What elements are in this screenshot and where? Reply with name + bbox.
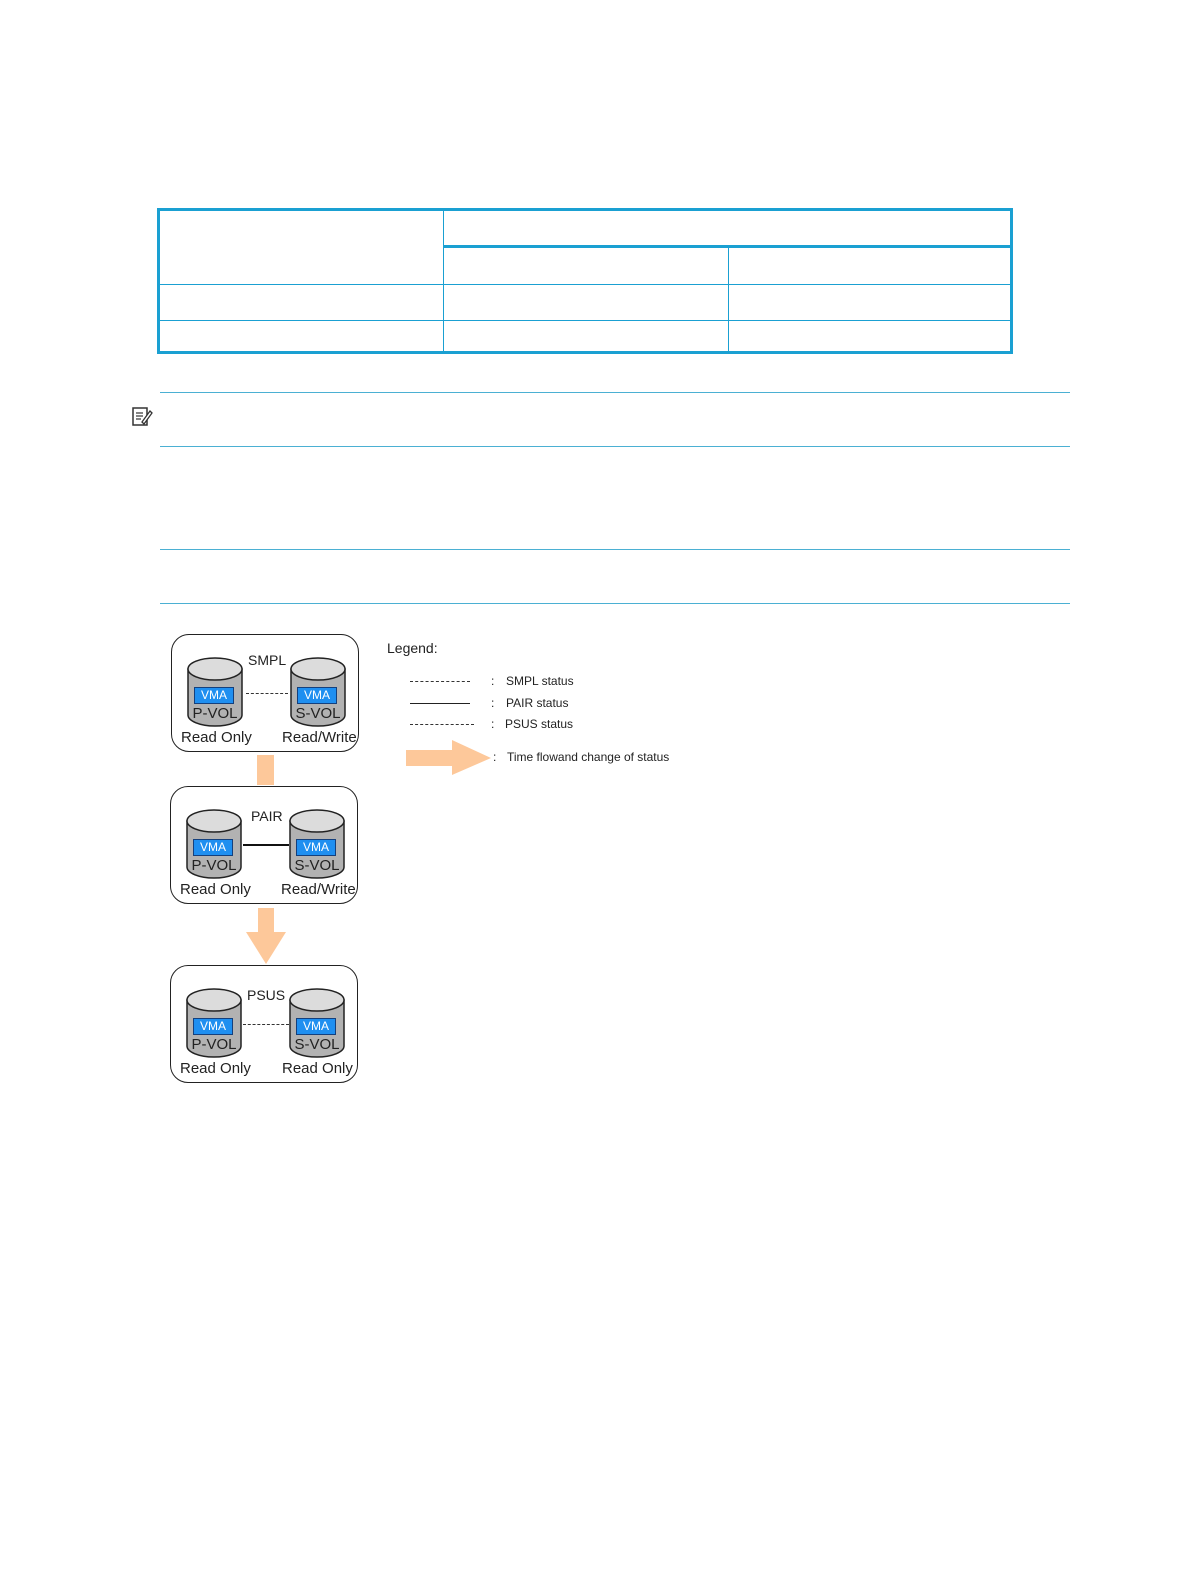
table-header-divider xyxy=(443,245,1010,248)
svol-disk xyxy=(288,986,346,1056)
smpl-panel xyxy=(171,634,359,752)
pvol-access: Read Only xyxy=(180,1060,251,1077)
status-label: PAIR xyxy=(251,808,283,824)
smpl-link-line xyxy=(246,693,288,694)
table-row-divider xyxy=(160,320,1010,321)
svol-access: Read/Write xyxy=(282,729,357,746)
table-col-divider xyxy=(728,248,729,351)
pvol-label: P-VOL xyxy=(192,705,238,722)
legend-psus-label: PSUS status xyxy=(505,717,574,731)
flow-arrow-down xyxy=(245,908,287,965)
svol-access: Read Only xyxy=(282,1060,353,1077)
empty-table xyxy=(157,208,1013,354)
legend-sep: : xyxy=(491,674,495,688)
legend-sep: : xyxy=(491,696,495,710)
legend-smpl-label: SMPL status xyxy=(506,674,574,688)
vma-badge: VMA xyxy=(194,687,234,704)
pvol-label: P-VOL xyxy=(191,1036,237,1053)
psus-link-line xyxy=(243,1024,289,1025)
section-rule xyxy=(160,549,1070,550)
status-label: SMPL xyxy=(248,652,287,668)
svol-access: Read/Write xyxy=(281,881,356,898)
section-rule xyxy=(160,603,1070,604)
note-rule-bottom xyxy=(160,446,1070,447)
pair-panel xyxy=(170,786,358,904)
pvol-disk xyxy=(185,807,243,877)
legend-solid-line xyxy=(410,703,470,704)
flow-connector xyxy=(257,755,274,785)
legend-flow-arrow-icon xyxy=(406,740,492,776)
status-label: PSUS xyxy=(247,987,286,1003)
svol-label: S-VOL xyxy=(294,857,340,874)
table-row-divider xyxy=(160,284,1010,285)
vma-badge: VMA xyxy=(297,687,337,704)
vma-badge: VMA xyxy=(296,1018,336,1035)
psus-panel xyxy=(170,965,358,1083)
legend-dashed-line xyxy=(410,724,474,725)
pvol-access: Read Only xyxy=(180,881,251,898)
note-pencil-icon xyxy=(131,405,153,427)
pvol-disk xyxy=(186,655,244,725)
vma-badge: VMA xyxy=(193,1018,233,1035)
legend-flow-label: Time flowand change of status xyxy=(507,750,670,764)
legend-sep: : xyxy=(491,717,495,731)
pvol-access: Read Only xyxy=(181,729,252,746)
vma-badge: VMA xyxy=(296,839,336,856)
svol-disk xyxy=(288,807,346,877)
legend-sep: : xyxy=(493,750,497,764)
svol-label: S-VOL xyxy=(295,705,341,722)
svol-label: S-VOL xyxy=(294,1036,340,1053)
table-col-divider xyxy=(443,211,444,351)
pvol-label: P-VOL xyxy=(191,857,237,874)
note-rule-top xyxy=(160,392,1070,393)
svol-disk xyxy=(289,655,347,725)
legend-title: Legend: xyxy=(387,640,438,656)
pvol-disk xyxy=(185,986,243,1056)
legend-dashdot-line xyxy=(410,681,470,682)
pair-link-line xyxy=(243,844,289,846)
vma-badge: VMA xyxy=(193,839,233,856)
legend-pair-label: PAIR status xyxy=(506,696,569,710)
